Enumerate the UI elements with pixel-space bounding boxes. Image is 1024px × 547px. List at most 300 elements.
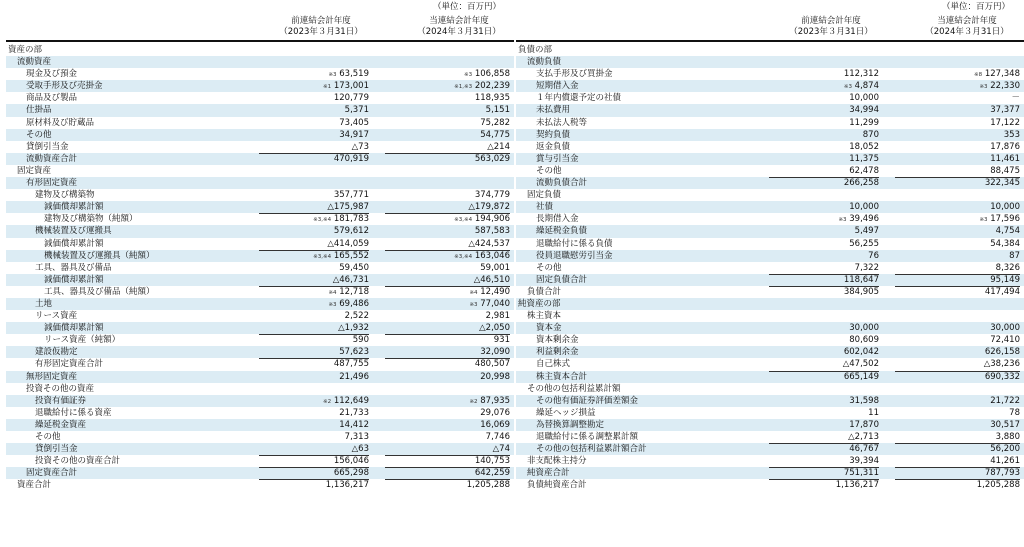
amount-curr: 127,348 bbox=[984, 69, 1020, 80]
value-curr bbox=[385, 238, 510, 250]
note-ref-curr: ※8 bbox=[974, 72, 983, 79]
header-curr-year bbox=[902, 16, 1024, 38]
row-label: 賞与引当金 bbox=[536, 153, 579, 164]
amount-curr: 17,596 bbox=[990, 214, 1020, 225]
amount-curr: － bbox=[1011, 93, 1020, 104]
value-curr bbox=[895, 322, 1020, 334]
amount-prev: 7,313 bbox=[344, 432, 369, 442]
table-row bbox=[516, 431, 1024, 443]
row-label: 投資有価証券 bbox=[35, 395, 87, 406]
table-row bbox=[516, 189, 1024, 201]
row-label: 建物及び構築物（純額） bbox=[44, 214, 138, 225]
value-curr bbox=[895, 443, 1020, 455]
amount-curr: 931 bbox=[493, 335, 510, 346]
value-prev bbox=[259, 431, 369, 443]
amount-prev: 487,755 bbox=[333, 359, 369, 370]
amount-curr: 690,332 bbox=[984, 371, 1020, 382]
value-prev bbox=[769, 455, 879, 467]
value-curr bbox=[895, 395, 1020, 407]
amount-curr: 20,998 bbox=[480, 371, 510, 382]
row-label: 未払法人税等 bbox=[536, 117, 588, 128]
header-rule bbox=[516, 40, 1024, 42]
row-label: その他 bbox=[536, 262, 562, 273]
table-row bbox=[6, 358, 514, 370]
table-row bbox=[6, 286, 514, 298]
value-curr bbox=[385, 262, 510, 274]
amount-curr: 54,384 bbox=[990, 238, 1020, 249]
amount-curr: 1,205,288 bbox=[976, 480, 1020, 491]
value-prev bbox=[259, 455, 369, 467]
amount-curr: 3,880 bbox=[995, 432, 1020, 442]
amount-prev: 118,647 bbox=[843, 274, 879, 285]
table-row bbox=[6, 56, 514, 68]
value-curr bbox=[385, 225, 510, 237]
amount-prev: △1,932 bbox=[338, 323, 369, 334]
amount-prev: △175,987 bbox=[327, 202, 369, 213]
table-row bbox=[6, 177, 514, 189]
table-row bbox=[6, 322, 514, 334]
value-curr bbox=[895, 250, 1020, 262]
row-label: 建物及び構築物 bbox=[35, 190, 95, 201]
table-row bbox=[6, 129, 514, 141]
value-prev bbox=[769, 262, 879, 274]
table-row bbox=[6, 92, 514, 104]
table-row bbox=[6, 334, 514, 346]
note-ref-curr: ※1,※3 bbox=[454, 84, 473, 91]
value-curr bbox=[385, 141, 510, 153]
value-curr bbox=[385, 467, 510, 479]
note-ref-curr: ※2 bbox=[469, 398, 478, 405]
table-row bbox=[516, 80, 1024, 92]
value-prev bbox=[769, 165, 879, 177]
note-ref-prev: ※3,※4 bbox=[313, 217, 332, 224]
table-row bbox=[516, 419, 1024, 431]
value-curr bbox=[895, 419, 1020, 431]
amount-curr: 32,090 bbox=[480, 347, 510, 358]
amount-prev: 165,552 bbox=[333, 250, 369, 261]
value-prev bbox=[769, 201, 879, 213]
value-prev bbox=[259, 104, 369, 116]
value-prev bbox=[769, 395, 879, 407]
row-label: 社債 bbox=[536, 202, 554, 213]
table-row bbox=[6, 68, 514, 80]
amount-curr: 587,583 bbox=[474, 226, 510, 237]
amount-curr: 11,461 bbox=[990, 153, 1020, 164]
unit-label: （単位：百万円） bbox=[433, 2, 502, 12]
table-row bbox=[516, 298, 1024, 310]
amount-prev: 39,394 bbox=[849, 456, 879, 467]
value-prev bbox=[259, 322, 369, 334]
amount-curr: 5,151 bbox=[485, 105, 510, 116]
value-curr bbox=[385, 371, 510, 383]
value-prev bbox=[769, 141, 879, 153]
value-prev bbox=[259, 189, 369, 201]
amount-prev: 665,298 bbox=[333, 468, 369, 479]
table-row bbox=[516, 346, 1024, 358]
value-curr bbox=[385, 129, 510, 141]
value-curr bbox=[895, 153, 1020, 165]
row-label: 退職給付に係る資産 bbox=[35, 407, 112, 418]
value-prev bbox=[769, 358, 879, 370]
unit-label: （単位：百万円） bbox=[942, 2, 1011, 12]
table-row bbox=[516, 104, 1024, 116]
amount-curr: 4,754 bbox=[995, 226, 1020, 237]
amount-prev: 39,496 bbox=[849, 214, 879, 225]
table-row bbox=[516, 213, 1024, 225]
value-curr bbox=[895, 346, 1020, 358]
row-label: 負債純資産合計 bbox=[527, 480, 587, 491]
table-row bbox=[516, 371, 1024, 383]
table-row bbox=[6, 395, 514, 407]
amount-prev: 73,405 bbox=[339, 117, 369, 128]
row-label: 純資産合計 bbox=[527, 468, 570, 479]
row-label: 返金負債 bbox=[536, 141, 571, 152]
value-prev bbox=[259, 358, 369, 370]
amount-prev: 751,311 bbox=[843, 468, 879, 479]
value-prev bbox=[769, 431, 879, 443]
row-label: 流動資産 bbox=[17, 57, 52, 68]
header-curr-title: 当連結会計年度 bbox=[429, 16, 489, 26]
value-prev bbox=[769, 238, 879, 250]
table-row bbox=[516, 274, 1024, 286]
row-label: 貸倒引当金 bbox=[35, 444, 78, 455]
amount-curr: 118,935 bbox=[474, 93, 510, 104]
amount-curr: 78 bbox=[1009, 407, 1020, 418]
amount-curr: 87,935 bbox=[480, 395, 510, 406]
value-prev bbox=[259, 262, 369, 274]
header-prev-year bbox=[256, 16, 386, 38]
note-ref-prev: ※2 bbox=[323, 398, 332, 405]
note-ref-curr: ※3 bbox=[979, 217, 988, 224]
value-prev bbox=[769, 371, 879, 383]
header-prev-date: （2023年３月31日） bbox=[789, 27, 873, 37]
amount-prev: 602,042 bbox=[843, 347, 879, 358]
table-row bbox=[516, 395, 1024, 407]
value-prev bbox=[259, 334, 369, 346]
amount-curr: 17,122 bbox=[990, 117, 1020, 128]
row-label: １年内償還予定の社債 bbox=[536, 93, 622, 104]
note-ref-prev: ※3 bbox=[843, 84, 852, 91]
amount-curr: 140,753 bbox=[474, 456, 510, 467]
row-label: 為替換算調整勘定 bbox=[536, 419, 605, 430]
amount-prev: 112,312 bbox=[843, 69, 879, 80]
amount-curr: 56,200 bbox=[990, 444, 1020, 455]
amount-curr: 88,475 bbox=[990, 165, 1020, 176]
amount-curr: 322,345 bbox=[984, 178, 1020, 189]
amount-prev: 357,771 bbox=[333, 190, 369, 201]
value-curr bbox=[895, 334, 1020, 346]
amount-prev: 870 bbox=[862, 129, 879, 140]
row-label: 無形固定資産 bbox=[26, 371, 78, 382]
row-label: 固定資産合計 bbox=[26, 468, 78, 479]
row-label: 非支配株主持分 bbox=[527, 456, 587, 467]
amount-curr: △179,872 bbox=[468, 202, 510, 213]
amount-prev: 11 bbox=[868, 407, 879, 418]
row-label: 減価償却累計額 bbox=[44, 238, 104, 249]
amount-curr: 8,326 bbox=[995, 262, 1020, 273]
note-ref-curr: ※4 bbox=[469, 289, 478, 296]
value-prev bbox=[769, 117, 879, 129]
value-prev bbox=[259, 129, 369, 141]
value-curr bbox=[895, 274, 1020, 286]
amount-prev: 120,779 bbox=[333, 93, 369, 104]
value-curr bbox=[895, 238, 1020, 250]
note-ref-curr: ※3 bbox=[979, 84, 988, 91]
amount-prev: 11,299 bbox=[849, 117, 879, 128]
table-row bbox=[516, 92, 1024, 104]
row-label: 資本金 bbox=[536, 323, 562, 334]
table-row bbox=[516, 177, 1024, 189]
table-row bbox=[516, 117, 1024, 129]
value-curr bbox=[895, 407, 1020, 419]
amount-curr: 10,000 bbox=[990, 202, 1020, 213]
value-prev bbox=[259, 238, 369, 250]
value-curr bbox=[385, 334, 510, 346]
table-row bbox=[6, 479, 514, 491]
table-row bbox=[516, 358, 1024, 370]
amount-curr: 21,722 bbox=[990, 395, 1020, 406]
value-curr bbox=[895, 104, 1020, 116]
row-label: 契約負債 bbox=[536, 129, 571, 140]
value-curr bbox=[895, 201, 1020, 213]
value-prev bbox=[259, 371, 369, 383]
amount-curr: 563,029 bbox=[474, 153, 510, 164]
value-curr bbox=[385, 310, 510, 322]
value-prev bbox=[259, 153, 369, 165]
table-row bbox=[6, 117, 514, 129]
assets-table bbox=[6, 44, 514, 491]
table-row bbox=[6, 419, 514, 431]
value-curr bbox=[385, 431, 510, 443]
amount-curr: 72,410 bbox=[990, 335, 1020, 346]
value-prev bbox=[259, 92, 369, 104]
table-row bbox=[6, 141, 514, 153]
value-curr bbox=[895, 467, 1020, 479]
value-prev bbox=[259, 479, 369, 491]
row-label: その他 bbox=[26, 129, 52, 140]
value-prev bbox=[769, 286, 879, 298]
value-prev bbox=[259, 274, 369, 286]
table-row bbox=[516, 383, 1024, 395]
amount-curr: 374,779 bbox=[474, 190, 510, 201]
table-row bbox=[6, 165, 514, 177]
table-row bbox=[516, 165, 1024, 177]
amount-prev: 76 bbox=[868, 250, 879, 261]
row-label: 投資その他の資産合計 bbox=[35, 456, 121, 467]
row-label: 有形固定資産合計 bbox=[35, 359, 104, 370]
table-row bbox=[516, 225, 1024, 237]
row-label: 土地 bbox=[35, 298, 53, 309]
value-prev bbox=[769, 129, 879, 141]
row-label: 固定資産 bbox=[17, 165, 52, 176]
value-prev bbox=[769, 419, 879, 431]
amount-curr: 37,377 bbox=[990, 105, 1020, 116]
row-label: 建設仮勘定 bbox=[35, 347, 78, 358]
amount-prev: △46,731 bbox=[332, 274, 369, 285]
amount-curr: 202,239 bbox=[474, 81, 510, 92]
amount-curr: 353 bbox=[1003, 129, 1020, 140]
amount-curr: 417,494 bbox=[984, 286, 1020, 297]
value-prev bbox=[259, 117, 369, 129]
table-row bbox=[6, 274, 514, 286]
row-label: 負債合計 bbox=[527, 286, 562, 297]
amount-curr: 480,507 bbox=[474, 359, 510, 370]
header-rule bbox=[6, 40, 514, 42]
amount-curr: 787,793 bbox=[984, 468, 1020, 479]
row-label: 減価償却累計額 bbox=[44, 274, 104, 285]
amount-curr: △74 bbox=[492, 444, 510, 455]
value-prev bbox=[769, 153, 879, 165]
row-label: 短期借入金 bbox=[536, 81, 579, 92]
amount-prev: 17,870 bbox=[849, 419, 879, 430]
value-curr bbox=[385, 479, 510, 491]
value-curr bbox=[895, 92, 1020, 104]
amount-curr: 29,076 bbox=[480, 407, 510, 418]
amount-prev: 665,149 bbox=[843, 371, 879, 382]
header-curr-title: 当連結会計年度 bbox=[937, 16, 997, 26]
amount-prev: 46,767 bbox=[849, 444, 879, 455]
note-ref-prev: ※3,※4 bbox=[313, 253, 332, 260]
value-prev bbox=[259, 467, 369, 479]
amount-curr: 77,040 bbox=[480, 298, 510, 309]
row-label: 原材料及び貯蔵品 bbox=[26, 117, 95, 128]
table-row bbox=[6, 225, 514, 237]
amount-curr: 59,001 bbox=[480, 262, 510, 273]
row-label: 商品及び製品 bbox=[26, 93, 78, 104]
amount-prev: 12,718 bbox=[339, 286, 369, 297]
amount-curr: △214 bbox=[487, 141, 510, 152]
value-curr bbox=[385, 153, 510, 165]
amount-curr: 2,981 bbox=[485, 311, 510, 322]
row-label: 流動資産合計 bbox=[26, 153, 78, 164]
amount-prev: 34,917 bbox=[339, 129, 369, 140]
value-curr bbox=[895, 141, 1020, 153]
amount-prev: 59,450 bbox=[339, 262, 369, 273]
value-curr bbox=[895, 371, 1020, 383]
table-row bbox=[6, 310, 514, 322]
row-label: 純資産の部 bbox=[518, 298, 561, 309]
row-label: 支払手形及び買掛金 bbox=[536, 69, 613, 80]
value-prev bbox=[259, 225, 369, 237]
row-label: 株主資本合計 bbox=[536, 371, 588, 382]
note-ref-curr: ※3 bbox=[464, 72, 473, 79]
amount-prev: △47,502 bbox=[842, 359, 879, 370]
row-label: 有形固定資産 bbox=[26, 178, 78, 189]
value-prev bbox=[769, 479, 879, 491]
row-label: その他有価証券評価差額金 bbox=[536, 395, 639, 406]
table-row bbox=[6, 153, 514, 165]
header-prev-title: 前連結会計年度 bbox=[801, 16, 861, 26]
table-row bbox=[6, 346, 514, 358]
table-row bbox=[6, 104, 514, 116]
row-label: その他 bbox=[35, 432, 61, 442]
amount-prev: 181,783 bbox=[333, 214, 369, 225]
table-row bbox=[6, 431, 514, 443]
amount-prev: 10,000 bbox=[849, 93, 879, 104]
value-prev bbox=[259, 346, 369, 358]
value-curr bbox=[895, 431, 1020, 443]
value-prev bbox=[769, 68, 879, 80]
row-label: 繰延税金資産 bbox=[35, 419, 87, 430]
value-prev bbox=[769, 443, 879, 455]
table-row bbox=[516, 286, 1024, 298]
amount-prev: 1,136,217 bbox=[835, 480, 879, 491]
amount-prev: 4,874 bbox=[854, 81, 879, 92]
table-row bbox=[6, 467, 514, 479]
row-label: 現金及び預金 bbox=[26, 69, 78, 80]
row-label: 機械装置及び運搬具（純額） bbox=[44, 250, 155, 261]
amount-curr: △46,510 bbox=[473, 274, 510, 285]
amount-curr: 626,158 bbox=[984, 347, 1020, 358]
table-row bbox=[6, 262, 514, 274]
row-label: 工具、器具及び備品（純額） bbox=[44, 286, 155, 297]
row-label: 退職給付に係る調整累計額 bbox=[536, 432, 639, 442]
table-row bbox=[516, 129, 1024, 141]
value-curr bbox=[385, 443, 510, 455]
table-row bbox=[516, 238, 1024, 250]
table-row bbox=[6, 443, 514, 455]
note-ref-prev: ※1 bbox=[323, 84, 332, 91]
row-label: 流動負債 bbox=[527, 57, 562, 68]
value-prev bbox=[769, 407, 879, 419]
amount-prev: 5,371 bbox=[344, 105, 369, 116]
value-curr bbox=[385, 92, 510, 104]
row-label: 貸倒引当金 bbox=[26, 141, 69, 152]
amount-prev: 173,001 bbox=[333, 81, 369, 92]
amount-prev: 63,519 bbox=[339, 69, 369, 80]
amount-prev: 21,733 bbox=[339, 407, 369, 418]
header-curr-date: （2024年３月31日） bbox=[925, 27, 1009, 37]
row-label: 仕掛品 bbox=[26, 105, 52, 116]
table-row bbox=[516, 262, 1024, 274]
row-label: 退職給付に係る負債 bbox=[536, 238, 613, 249]
value-curr bbox=[895, 455, 1020, 467]
note-ref-curr: ※3 bbox=[469, 301, 478, 308]
amount-prev: 57,623 bbox=[339, 347, 369, 358]
amount-prev: △2,713 bbox=[848, 432, 879, 442]
value-curr bbox=[385, 455, 510, 467]
amount-curr: 194,906 bbox=[474, 214, 510, 225]
amount-curr: 163,046 bbox=[474, 250, 510, 261]
value-curr bbox=[385, 117, 510, 129]
amount-curr: 30,000 bbox=[990, 323, 1020, 334]
value-curr bbox=[385, 201, 510, 213]
row-label: 受取手形及び売掛金 bbox=[26, 81, 103, 92]
amount-prev: 11,375 bbox=[849, 153, 879, 164]
table-row bbox=[6, 201, 514, 213]
row-label: 未払費用 bbox=[536, 105, 571, 116]
row-label: 繰延税金負債 bbox=[536, 226, 588, 237]
value-curr bbox=[895, 358, 1020, 370]
amount-prev: 69,486 bbox=[339, 298, 369, 309]
amount-curr: △2,050 bbox=[479, 323, 510, 334]
amount-curr: 1,205,288 bbox=[466, 480, 510, 491]
value-curr bbox=[895, 286, 1020, 298]
table-row bbox=[516, 68, 1024, 80]
value-curr bbox=[385, 189, 510, 201]
value-curr bbox=[385, 358, 510, 370]
value-prev bbox=[769, 274, 879, 286]
amount-curr: △424,537 bbox=[468, 238, 510, 249]
note-ref-prev: ※3 bbox=[328, 301, 337, 308]
value-prev bbox=[259, 310, 369, 322]
amount-prev: 156,046 bbox=[333, 456, 369, 467]
row-label: 減価償却累計額 bbox=[44, 202, 104, 213]
row-label: 自己株式 bbox=[536, 359, 571, 370]
amount-prev: 30,000 bbox=[849, 323, 879, 334]
amount-prev: 112,649 bbox=[333, 395, 369, 406]
table-row bbox=[516, 334, 1024, 346]
